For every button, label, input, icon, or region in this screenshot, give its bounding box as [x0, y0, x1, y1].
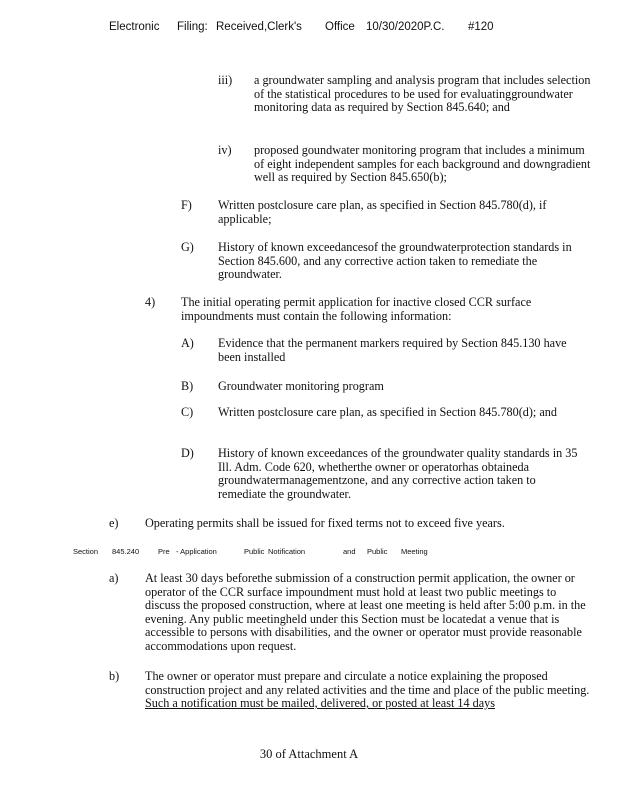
section-and: and [343, 547, 356, 556]
item-text: Written postclosure care plan, as specified in Section 845.780(d); and [218, 405, 557, 419]
item-marker: iii) [218, 73, 233, 87]
item-marker: G) [181, 240, 194, 254]
item-marker: B) [181, 379, 194, 393]
header-date: 10/30/2020P.C. [366, 21, 445, 33]
item-text: Operating permits shall be issued for fixed terms not to exceed five years. [145, 516, 505, 530]
section-pre: Pre [158, 547, 170, 556]
header-number: #120 [468, 21, 494, 33]
item-text: proposed goundwater monitoring program that includes a minimum of eight independent samples for each background and downgradient well as required by Section 845.650(b); [254, 143, 591, 185]
item-text: a groundwater sampling and analysis program that includes selection of the statistical procedures to be used for evaluatinggroundwater monitoring data as required by Section 845.640; and [254, 73, 591, 115]
item-text [145, 670, 591, 711]
item-text: At least 30 days beforethe submission of a construction permit application, the owner or operator of the CCR surface impoundment must hold at least two public meetings to discuss the proposed construction, where at least one meeting is held after 5:00 p.m. in the evening. Any public meetingheld under this Section must be locatedat a venue that is accessible to persons with disabilities, and the owner or operator must provide reasonable accommodations upon request. [145, 571, 586, 653]
section-public: Public [244, 547, 265, 556]
item-marker: F) [181, 198, 192, 212]
filing-header [0, 21, 618, 37]
section-heading [0, 547, 618, 561]
item-marker: a) [109, 571, 119, 585]
item-marker: iv) [218, 143, 232, 157]
header-electronic: Electronic [109, 21, 160, 33]
section-label: Section [73, 547, 99, 556]
section-notification: Notification [268, 547, 306, 556]
item-text: The initial operating permit application for inactive closed CCR surface impoundments must contain the following information: [181, 295, 532, 323]
header-office: Office [325, 21, 355, 33]
item-text: Written postclosure care plan, as specified in Section 845.780(d), if applicable; [218, 198, 547, 226]
item-text-underlined: Such a notification must be mailed, delivered, or posted at least 14 days [145, 696, 495, 711]
header-filing: Filing: [177, 21, 208, 33]
item-marker: e) [109, 516, 119, 530]
item-marker: C) [181, 405, 194, 419]
item-marker: 4) [145, 295, 156, 309]
section-meeting: Meeting [401, 547, 428, 556]
page-footer: 30 of Attachment A [259, 747, 359, 761]
item-text-plain: The owner or operator must prepare and circulate a notice explaining the proposed construction project and any related activities and the time and place of the public meeting. [145, 669, 590, 697]
item-marker: b) [109, 669, 120, 683]
section-public2: Public [367, 547, 388, 556]
item-marker: A) [181, 336, 194, 350]
item-text: History of known exceedances of the groundwater quality standards in 35 Ill. Adm. Code 620, whetherthe owner or operatorhas obtaineda groundwatermanagementzone, and any corrective action taken to remediate the groundwater. [218, 446, 578, 501]
item-text: Groundwater monitoring program [218, 379, 384, 393]
item-marker: D) [181, 446, 194, 460]
item-text: History of known exceedancesof the groundwaterprotection standards in Section 845.600, and any corrective action taken to remediate the groundwater. [218, 240, 572, 282]
item-text: Evidence that the permanent markers required by Section 845.130 have been installed [218, 336, 567, 364]
header-received: Received,Clerk's [216, 21, 302, 33]
section-number: 845.240 [112, 547, 140, 556]
section-application: - Application [176, 547, 217, 556]
